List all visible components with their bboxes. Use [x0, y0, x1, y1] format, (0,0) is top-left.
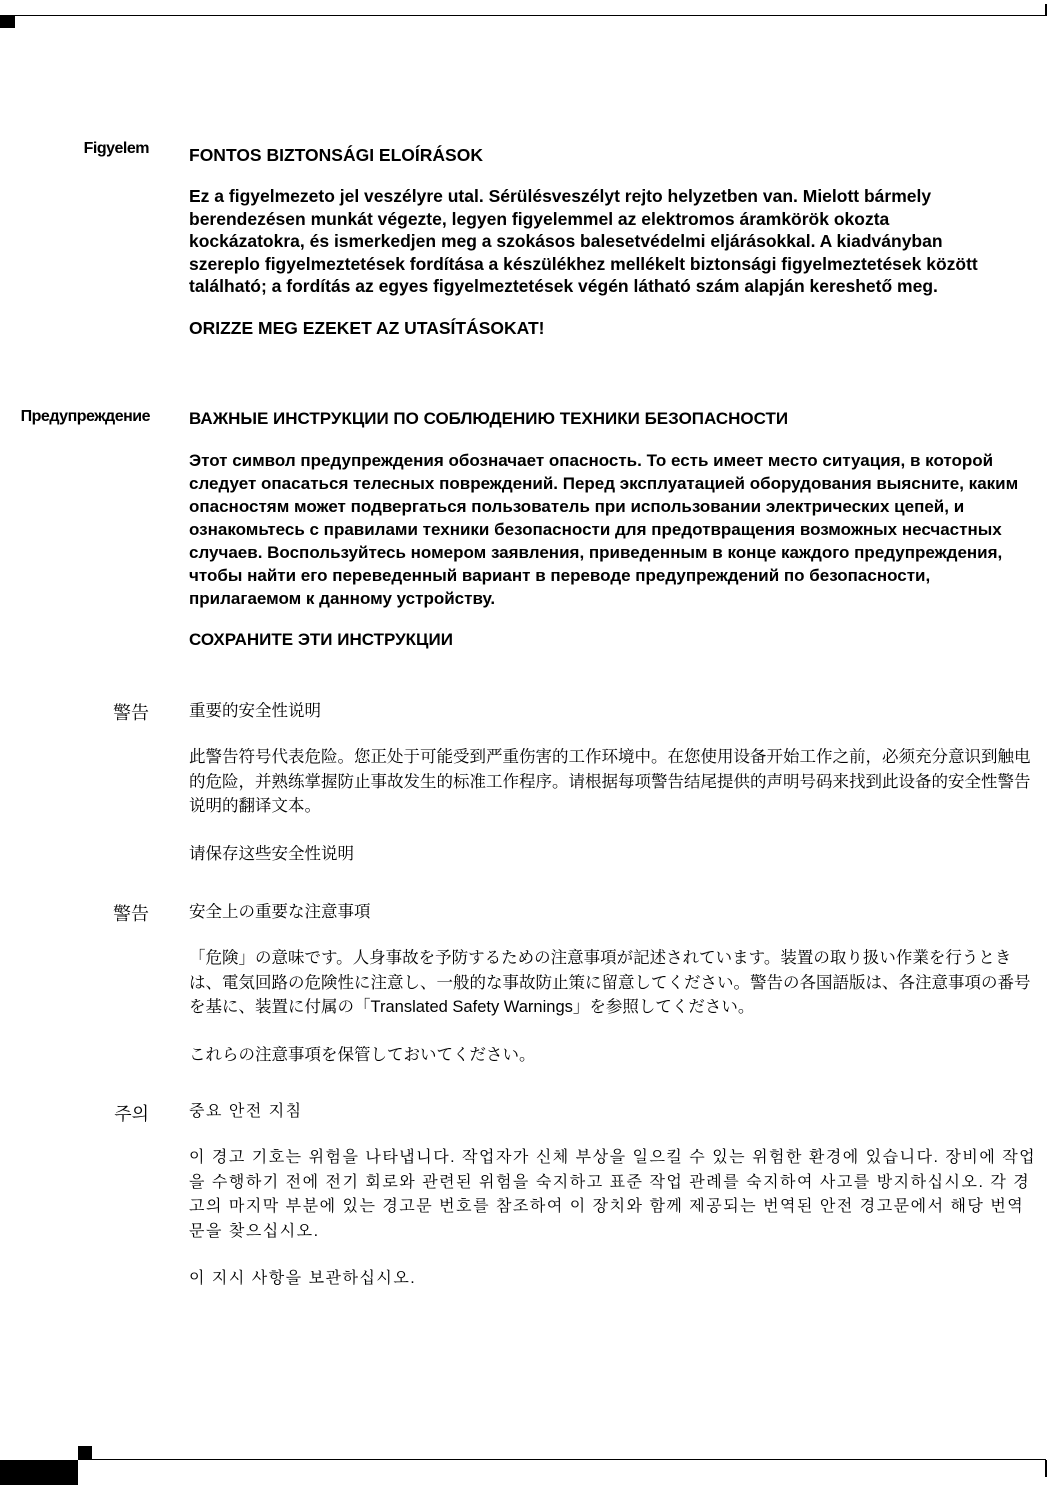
- warning-title: 安全上の重要な注意事項: [189, 903, 371, 921]
- warning-content: [189, 700, 1045, 865]
- warning-save-instruction: СОХРАНИТЕ ЭТИ ИНСТРУКЦИИ: [189, 630, 453, 649]
- warning-title: 중요 안전 지침: [189, 1103, 303, 1120]
- bottom-page-rule: [78, 1459, 1046, 1460]
- warning-label: Предупреждение: [20, 408, 150, 425]
- warning-content: [189, 901, 1045, 1066]
- warning-title: 重要的安全性说明: [189, 702, 321, 720]
- warning-label: 주의: [114, 1104, 149, 1124]
- warning-body: Ez a figyelmezeto jel veszélyre utal. Sérülésveszélyt rejto helyzetben van. Mielott bármely berendezésen munkát végezte, legyen figyelemmel az elektromos áramkörök okozta kockázatokra, és ismerkedjen meg a szokásos balesetvédelmi eljárásokkal. A kiadványban szereplo figyelmeztetések fordítása a készülékhez mellékelt biztonsági figyelmeztetések között található; a fordítás az egyes figyelmeztetések végén látható szám alapján kereshető meg.: [189, 186, 978, 296]
- warning-label: 警告: [113, 904, 149, 924]
- top-corner-marker: [0, 15, 15, 28]
- top-rule-end-tick: [1045, 4, 1047, 16]
- bottom-rule-end-tick: [1045, 1460, 1047, 1477]
- warning-body: 이 경고 기호는 위험을 나타냅니다. 작업자가 신체 부상을 일으킬 수 있는 위험한 환경에 있습니다. 장비에 작업을 수행하기 전에 전기 회로와 관련된 위험을 숙지하고 표준 작업 관례를 숙지하여 사고를 방지하십시오. 각 경고의 마지막 부분에 있는 경고문 번호를 참조하여 이 장치와 함께 제공되는 번역된 안전 경고문에서 해당 번역문을 찾으십시오.: [189, 1149, 1037, 1240]
- warning-label: Figyelem: [83, 140, 149, 157]
- warning-content: [189, 144, 1045, 339]
- bottom-page-tab: [0, 1460, 78, 1485]
- warning-title: ВАЖНЫЕ ИНСТРУКЦИИ ПО СОБЛЮДЕНИЮ ТЕХНИКИ БЕЗОПАСНОСТИ: [189, 409, 789, 428]
- warning-save-instruction: 请保存这些安全性说明: [189, 844, 354, 863]
- warning-save-instruction: これらの注意事項を保管しておいてください。: [189, 1045, 536, 1064]
- top-page-rule: [0, 15, 1046, 16]
- warning-label: 警告: [113, 703, 149, 723]
- warning-body: 「危険」の意味です。人身事故を予防するための注意事項が記述されています。装置の取り扱い作業を行うときは、電気回路の危険性に注意し、一般的な事故防止策に留意してください。警告の各国語版は、各注意事項の番号を基に、装置に付属の「Translated Safety Warnings」を参照してください。: [189, 949, 1031, 1016]
- warning-title: FONTOS BIZTONSÁGI ELOÍRÁSOK: [189, 145, 483, 165]
- warning-content: [189, 1101, 1045, 1290]
- warning-body: Этот символ предупреждения обозначает опасность. То есть имеет место ситуация, в которой следует опасаться телесных повреждений. Перед эксплуатацией оборудования выясните, каким опасностям может подвергаться пользователь при использовании электрических цепей, и ознакомьтесь с правилами техники безопасности для предотвращения возможных несчастных случаев. Воспользуйтесь номером заявления, приведенным в конце каждого предупреждения, чтобы найти его переведенный вариант в переводе предупреждений по безопасности, прилагаемом к данному устройству.: [189, 451, 1019, 608]
- warning-save-instruction: 이 지시 사항을 보관하십시오.: [189, 1270, 417, 1287]
- warning-content: [189, 408, 1045, 651]
- warning-body: 此警告符号代表危险。您正处于可能受到严重伤害的工作环境中。在您使用设备开始工作之前，必须充分意识到触电的危险，并熟练掌握防止事故发生的标准工作程序。请根据每项警告结尾提供的声明号码来找到此设备的安全性警告说明的翻译文本。: [189, 748, 1031, 815]
- bottom-corner-marker: [78, 1446, 92, 1459]
- warning-save-instruction: ORIZZE MEG EZEKET AZ UTASÍTÁSOKAT!: [189, 317, 545, 338]
